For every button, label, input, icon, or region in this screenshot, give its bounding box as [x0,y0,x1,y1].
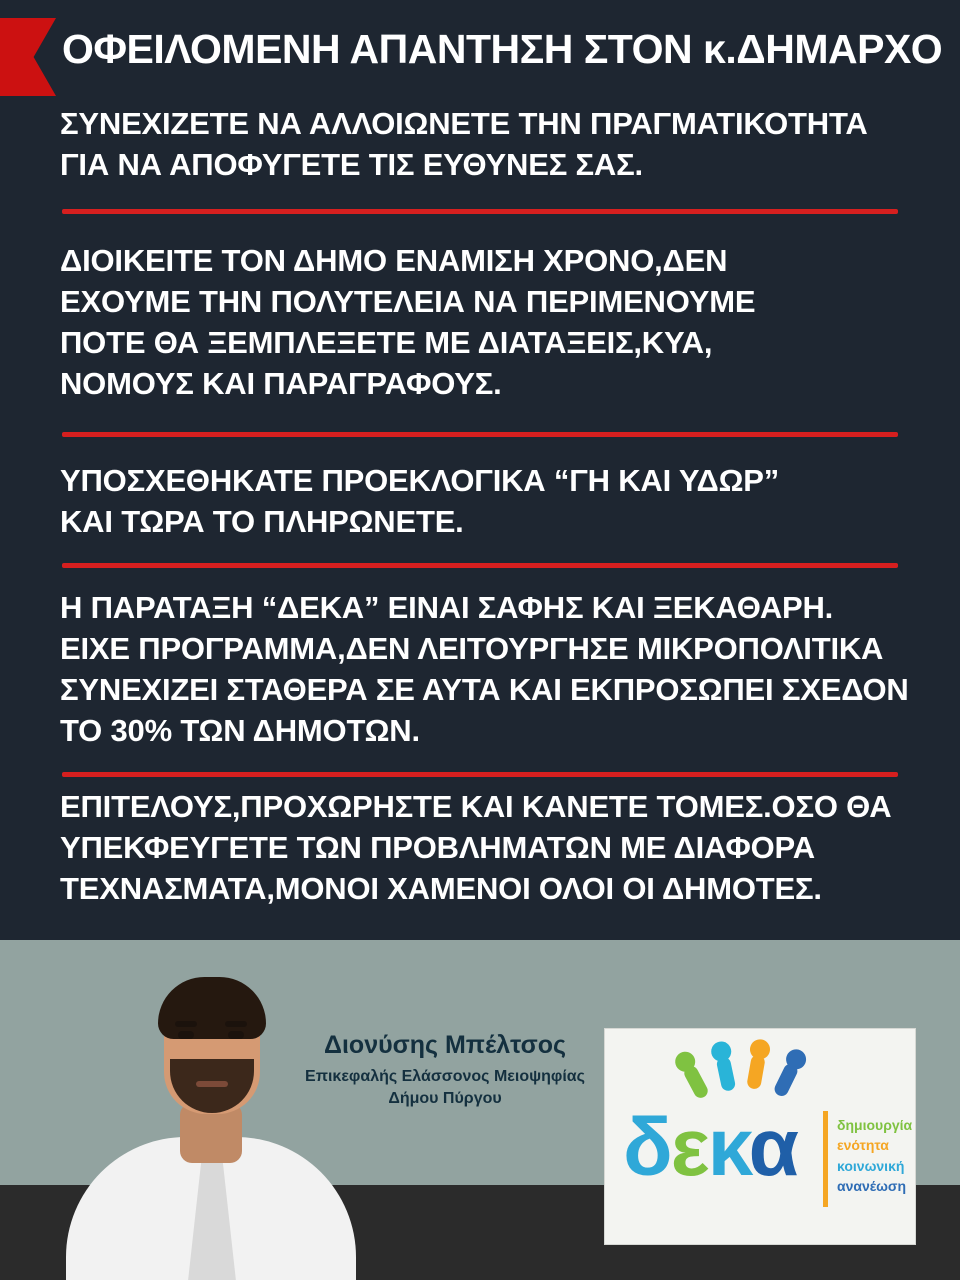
statement-line: ΓΙΑ ΝΑ ΑΠΟΦΥΓΕΤΕ ΤΙΣ ΕΥΘΥΝΕΣ ΣΑΣ. [60,146,643,182]
statement-block-2 [60,241,940,405]
figure-green-icon [682,1064,710,1101]
statement-block-3 [60,461,940,543]
statement-line: ΕΠΙΤΕΛΟΥΣ,ΠΡΟΧΩΡΗΣΤΕ ΚΑΙ ΚΑΝΕΤΕ ΤΟΜΕΣ.ΟΣΟ ΘΑ [60,789,892,824]
tagline-line-2: ενότητα [837,1137,889,1154]
logo-accent-bar [823,1111,828,1207]
figure-cyan-icon [716,1056,737,1092]
statement-line: Η ΠΑΡΑΤΑΞΗ “ΔΕΚΑ” ΕΙΝΑΙ ΣΑΦΗΣ ΚΑΙ ΞΕΚΑΘΑΡΗ. [60,590,834,625]
divider-3 [62,563,898,568]
person-role-line-1: Επικεφαλής Ελάσσονος Μειοψηφίας [305,1068,585,1085]
statement-line: ΕΙΧΕ ΠΡΟΓΡΑΜΜΑ,ΔΕΝ ΛΕΙΤΟΥΡΓΗΣΕ ΜΙΚΡΟΠΟΛΙΤΙΚΑ [60,630,884,666]
statement-line: ΚΑΙ ΤΩΡΑ ΤΟ ΠΛΗΡΩΝΕΤΕ. [60,503,464,539]
hair-shape [158,977,266,1039]
eye-right-shape [228,1031,244,1039]
divider-4 [62,772,898,777]
eye-left-shape [178,1031,194,1039]
person-role [300,1066,590,1109]
person-photo [60,955,360,1280]
statement-line: ΣΥΝΕΧΙΖΕΤΕ ΝΑ ΑΛΛΟΙΩΝΕΤΕ ΤΗΝ ΠΡΑΓΜΑΤΙΚΟΤΗΤΑ [60,106,868,141]
mouth-shape [196,1081,228,1087]
person-name: Διονύσης Μπέλτσος [324,1031,566,1059]
statement-line: ΝΟΜΟΥΣ ΚΑΙ ΠΑΡΑΓΡΑΦΟΥΣ. [60,365,502,401]
figure-blue-icon [772,1062,799,1099]
logo-wordmark [623,1102,798,1193]
logo-tagline [837,1115,912,1196]
logo-letter-3: κ [707,1102,749,1193]
statement-block-1 [60,104,940,186]
party-logo [604,1028,916,1245]
divider-1 [62,209,898,214]
tagline-line-1: δημιουργία [837,1117,913,1133]
divider-2 [62,432,898,437]
statement-line: ΤΟ 30% ΤΩΝ ΔΗΜΟΤΩΝ. [60,712,420,748]
statement-line: ΔΙΟΙΚΕΙΤΕ ΤΟΝ ΔΗΜΟ ΕΝΑΜΙΣΗ ΧΡΟΝΟ,ΔΕΝ [60,243,728,278]
statement-block-4 [60,588,940,752]
logo-letter-4: α [748,1102,798,1193]
statement-block-5 [60,787,940,910]
statement-line: ΠΟΤΕ ΘΑ ΞΕΜΠΛΕΞΕΤΕ ΜΕ ΔΙΑΤΑΞΕΙΣ,ΚΥΑ, [60,324,713,360]
eyebrow-right-shape [225,1021,247,1027]
tagline-line-3: κοινωνική [837,1157,905,1174]
eyebrow-left-shape [175,1021,197,1027]
logo-letter-1: δ [623,1102,671,1193]
figure-orange-icon [746,1054,766,1090]
statement-line: ΥΠΟΣΧΕΘΗΚΑΤΕ ΠΡΟΕΚΛΟΓΙΚΑ “ΓΗ ΚΑΙ ΥΔΩΡ” [60,463,780,498]
statement-line: ΤΕΧΝΑΣΜΑΤΑ,ΜΟΝΟΙ ΧΑΜΕΝΟΙ ΟΛΟΙ ΟΙ ΔΗΜΟΤΕΣ. [60,870,822,906]
statement-line: ΣΥΝΕΧΙΖΕΙ ΣΤΑΘΕΡΑ ΣΕ ΑΥΤΑ ΚΑΙ ΕΚΠΡΟΣΩΠΕΙ ΣΧΕΔΟΝ [60,671,909,707]
person-identity [300,1030,590,1109]
people-figures-icon [683,1041,823,1111]
person-role-line-2: Δήμου Πύργου [388,1089,502,1107]
logo-letter-2: ε [670,1102,708,1193]
statement-line: ΕΧΟΥΜΕ ΤΗΝ ΠΟΛΥΤΕΛΕΙΑ ΝΑ ΠΕΡΙΜΕΝΟΥΜΕ [60,283,756,319]
page-title: ΟΦΕΙΛΟΜΕΝΗ ΑΠΑΝΤΗΣΗ ΣΤΟΝ κ.ΔΗΜΑΡΧΟ [62,26,943,72]
tagline-line-4: ανανέωση [837,1177,907,1194]
statement-line: ΥΠΕΚΦΕΥΓΕΤΕ ΤΩΝ ΠΡΟΒΛΗΜΑΤΩΝ ΜΕ ΔΙΑΦΟΡΑ [60,829,815,865]
